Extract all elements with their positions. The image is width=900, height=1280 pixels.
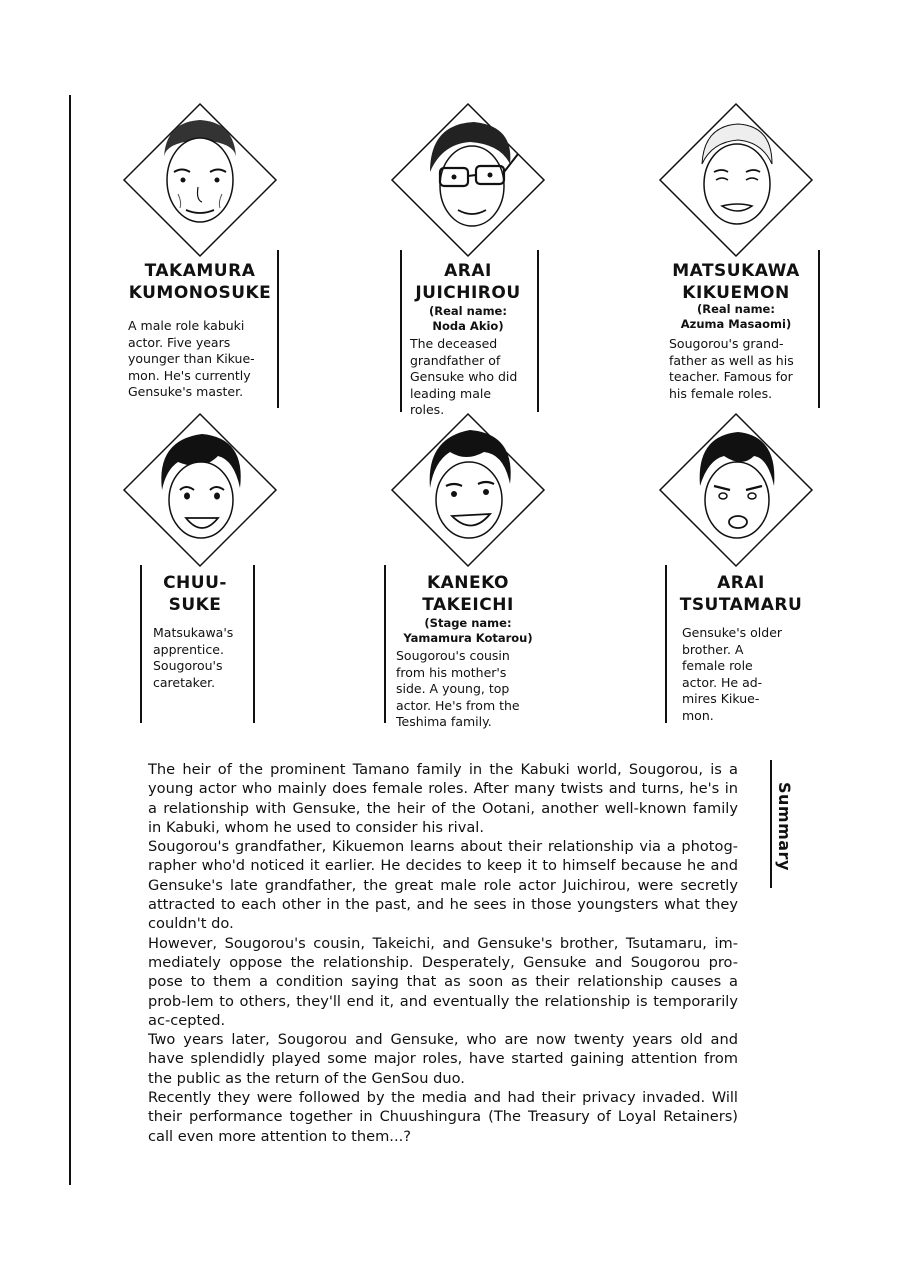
summary-text — [148, 760, 738, 1146]
character-card-arai-juichirou — [380, 100, 650, 420]
character-name: CHUU- SUKE — [163, 573, 227, 615]
character-description: Gensuke's older brother. A female role actor. He ad- mires Kikue- mon. — [682, 625, 783, 723]
young-man-smiling-portrait — [122, 412, 278, 568]
character-real-name: (Real name: Noda Akio) — [429, 304, 507, 333]
summary-paragraph: The heir of the prominent Tamano family in the Kabuki world, Sougorou, is a young actor who mainly does female roles. After many twists and turns, he's in a relationship with Gensuke, the heir of the Ootani, another well-known family in Kabuki, whom he used to consider his rival. — [148, 761, 738, 836]
older-man-portrait — [122, 102, 278, 258]
character-card-matsukawa — [648, 100, 900, 420]
young-man-grinning-portrait — [390, 412, 546, 568]
summary-paragraph: However, Sougorou's cousin, Takeichi, and Gensuke's brother, Tsutamaru, im-mediately oppose the relationship. Desperately, Gensuke and Sougorou pro-pose to them a condition saying that as soon as their relationship causes a prob-lem to others, they'll end it, and eventually the relationship is temporarily ac-cepted. — [148, 934, 738, 1029]
character-name: MATSUKAWA KIKUEMON — [672, 261, 800, 303]
character-name: ARAI JUICHIROU — [415, 261, 521, 303]
card-divider-line — [384, 565, 386, 723]
page-margin-rule — [69, 95, 71, 1185]
card-divider-line — [253, 565, 255, 723]
character-card-takamura — [110, 100, 380, 420]
card-divider-line — [665, 565, 667, 723]
summary-paragraph: Sougorou's grandfather, Kikuemon learns about their relationship via a photog-rapher who'd noticed it earlier. He decides to keep it to himself because he and Gensuke's late grandfather, the great male role actor Juichirou, were secretly attracted to each other in the past, and he sees in those youngsters what they couldn't do. — [148, 838, 738, 933]
summary-label: Summary — [775, 782, 794, 871]
card-divider-line — [140, 565, 142, 723]
character-real-name: (Real name: Azuma Masaomi) — [680, 302, 792, 331]
elderly-man-portrait — [658, 102, 814, 258]
character-name: TAKAMURA KUMONOSUKE — [128, 261, 272, 303]
young-man-surprised-portrait — [658, 412, 814, 568]
character-card-arai-tsutamaru — [648, 410, 900, 730]
character-name: ARAI TSUTAMARU — [679, 573, 803, 615]
summary-paragraph: Recently they were followed by the media and had their privacy invaded. Will their performance together in Chuushingura (The Treasury of Loyal Retainers) call even more attention to them...? — [148, 1089, 738, 1145]
card-divider-line — [400, 250, 402, 412]
card-divider-line — [818, 250, 820, 408]
character-description: The deceased grandfather of Gensuke who did leading male roles. — [410, 336, 518, 418]
card-divider-line — [277, 250, 279, 408]
character-description: Matsukawa's apprentice. Sougorou's caretaker. — [153, 625, 234, 690]
character-description: Sougorou's cousin from his mother's side. A young, top actor. He's from the Teshima family. — [396, 648, 520, 730]
character-description: Sougorou's grand- father as well as his teacher. Famous for his female roles. — [669, 336, 794, 401]
character-description: A male role kabuki actor. Five years younger than Kikue- mon. He's currently Gensuke's master. — [128, 318, 255, 400]
card-divider-line — [537, 250, 539, 412]
character-real-name: (Stage name: Yamamura Kotarou) — [403, 616, 533, 645]
character-card-kaneko — [380, 410, 650, 730]
man-with-glasses-portrait — [390, 102, 546, 258]
character-card-chuusuke — [110, 410, 380, 730]
summary-paragraph: Two years later, Sougorou and Gensuke, who are now twenty years old and have splendidly played some major roles, have started gaining attention from the public as the return of the GenSou duo. — [148, 1031, 738, 1087]
character-name: KANEKO TAKEICHI — [422, 573, 514, 615]
